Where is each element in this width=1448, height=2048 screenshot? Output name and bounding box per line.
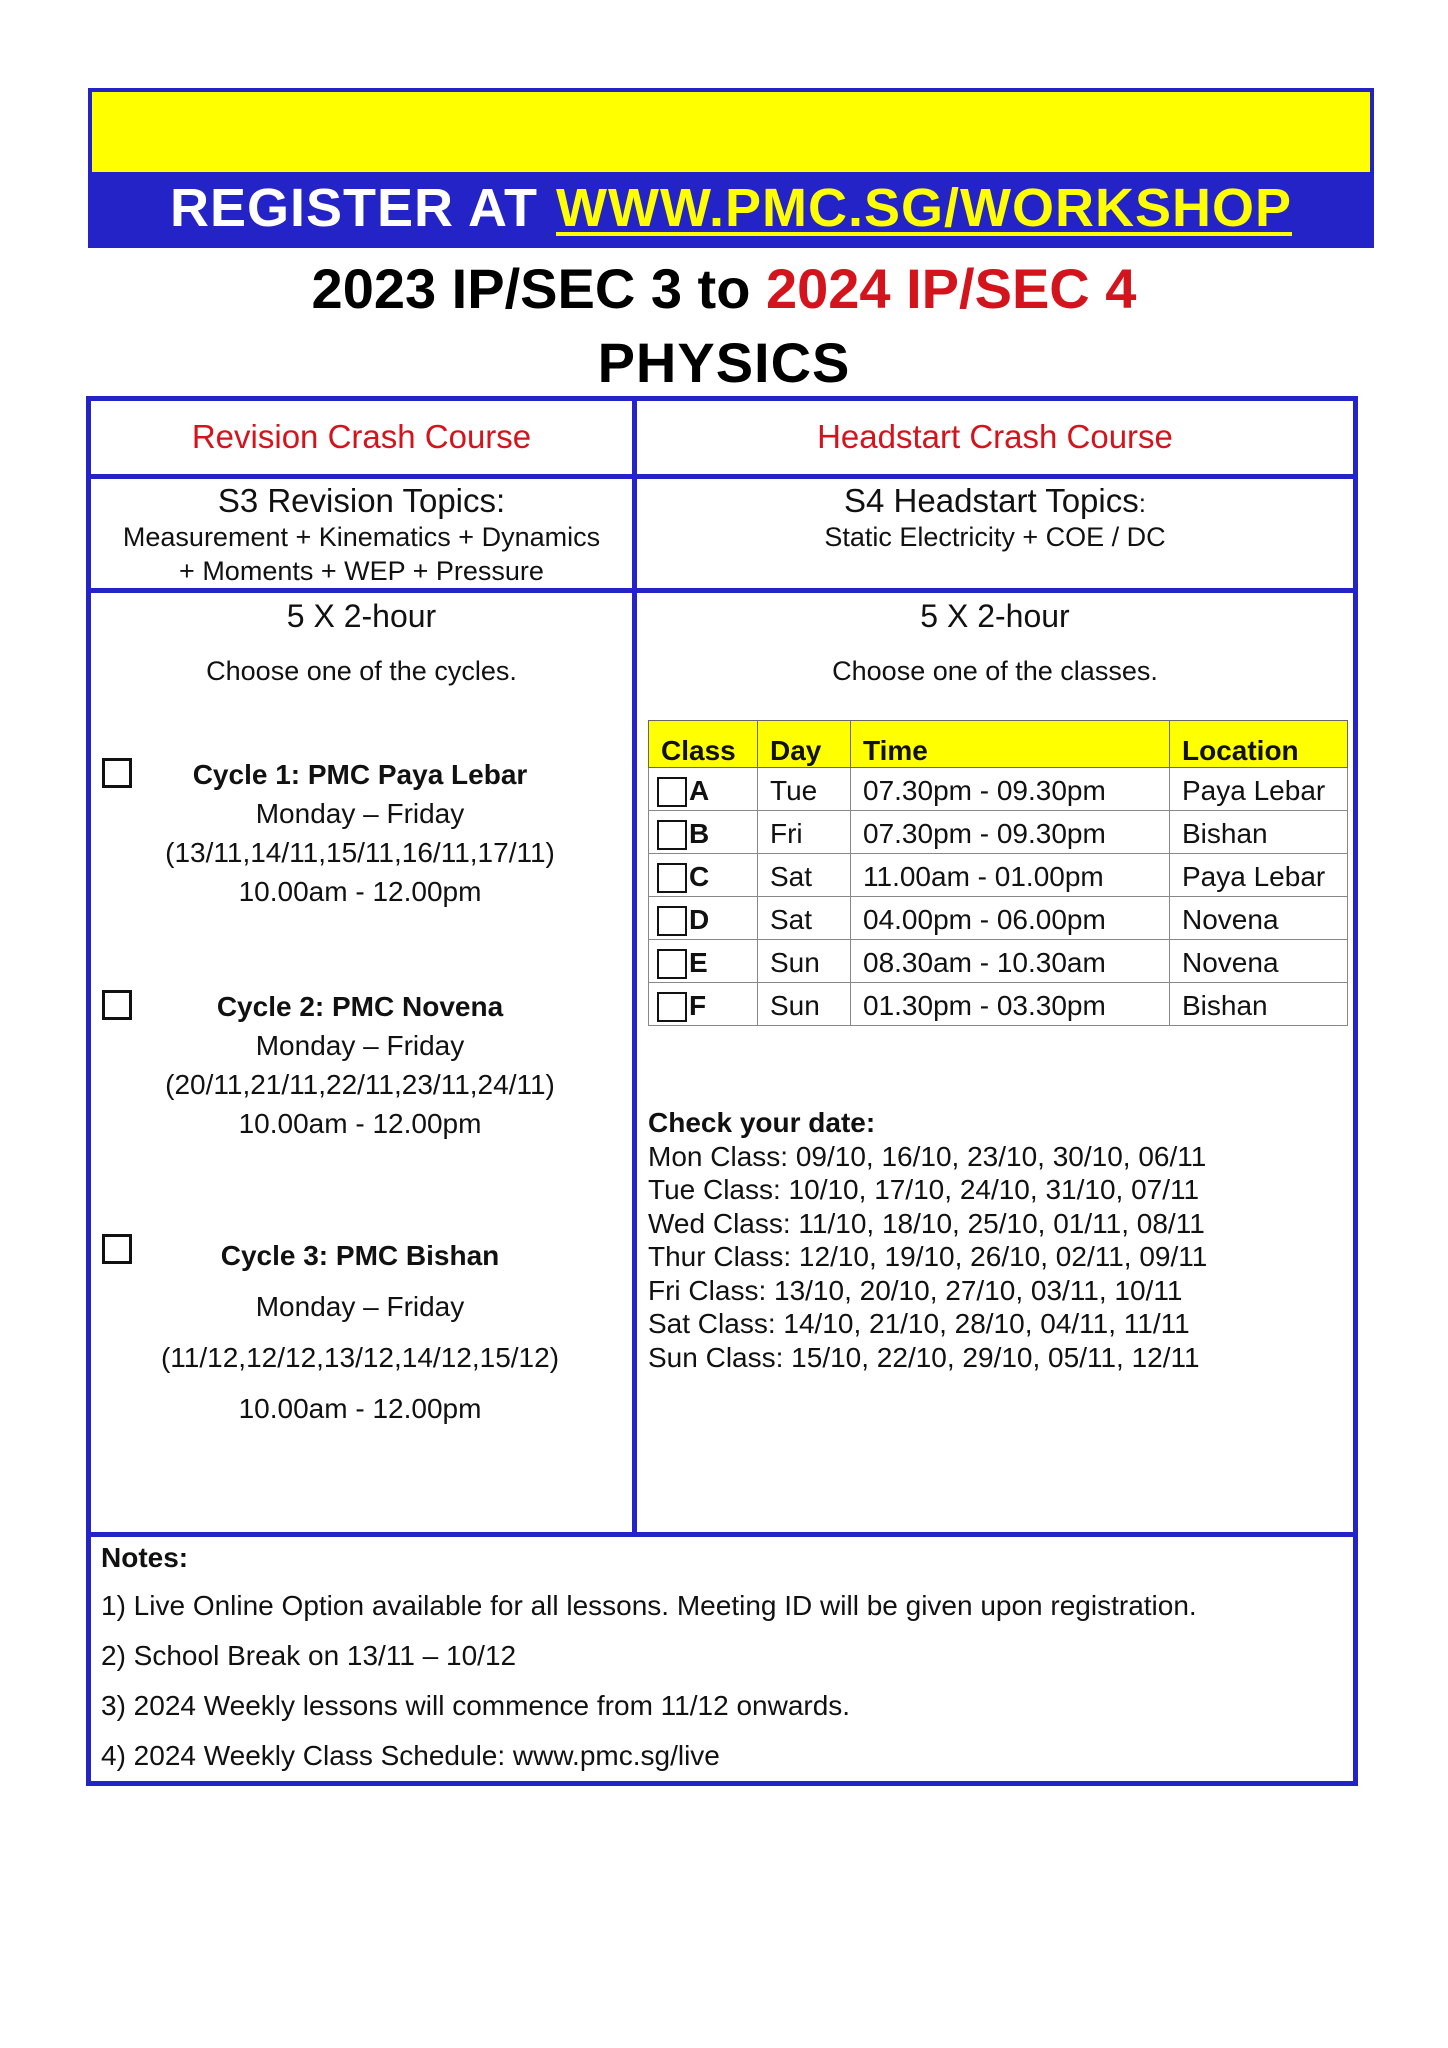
class-letter: D xyxy=(689,903,710,935)
row-divider-2 xyxy=(86,588,1358,593)
note-item-1: 1) Live Online Option available for all lessons. Meeting ID will be given upon registration. xyxy=(101,1590,1197,1621)
cycle-3 xyxy=(100,1230,620,1434)
cycle-3-name: Cycle 3: PMC Bishan xyxy=(220,1240,500,1271)
row-divider-3 xyxy=(86,1532,1358,1537)
column-divider xyxy=(632,396,637,1536)
register-url-link[interactable]: WWW.PMC.SG/WORKSHOP xyxy=(556,178,1292,238)
table-header-location: Location xyxy=(1170,721,1348,768)
class-cell xyxy=(649,768,758,811)
class-e-checkbox[interactable] xyxy=(657,949,687,979)
day-cell: Tue xyxy=(758,768,851,811)
class-cell xyxy=(649,811,758,854)
page-title xyxy=(0,256,1448,321)
check-date-heading: Check your date: xyxy=(648,1107,876,1138)
cycle-3-days: Monday – Friday xyxy=(255,1291,465,1322)
class-f-checkbox[interactable] xyxy=(657,992,687,1022)
class-cell xyxy=(649,983,758,1026)
class-letter: F xyxy=(689,989,707,1021)
banner-yellow-strip xyxy=(88,88,1374,172)
table-row xyxy=(649,897,1348,940)
table-header-time: Time xyxy=(851,721,1170,768)
headstart-topics-heading xyxy=(637,482,1353,520)
day-cell: Sat xyxy=(758,897,851,940)
class-b-checkbox[interactable] xyxy=(657,820,687,850)
class-c-checkbox[interactable] xyxy=(657,863,687,893)
table-row xyxy=(649,811,1348,854)
date-line-sat: Sat Class: 14/10, 21/10, 28/10, 04/11, 11/11 xyxy=(648,1308,1190,1339)
date-line-thur: Thur Class: 12/10, 19/10, 26/10, 02/11, 09/11 xyxy=(648,1241,1208,1272)
cycle-2-dates: (20/11,21/11,22/11,23/11,24/11) xyxy=(165,1069,555,1100)
cycle-1-name: Cycle 1: PMC Paya Lebar xyxy=(192,759,528,790)
day-cell: Fri xyxy=(758,811,851,854)
headstart-topics-colon: : xyxy=(1138,488,1146,518)
cycle-2 xyxy=(100,987,620,1143)
revision-topics xyxy=(91,482,632,588)
register-banner xyxy=(88,172,1374,248)
date-line-wed: Wed Class: 11/10, 18/10, 25/10, 01/11, 08/11 xyxy=(648,1207,1205,1239)
date-line-fri: Fri Class: 13/10, 20/10, 27/10, 03/11, 10/11 xyxy=(648,1274,1183,1306)
location-cell: Novena xyxy=(1170,940,1348,983)
register-label: REGISTER AT xyxy=(170,178,539,238)
table-header-class: Class xyxy=(649,721,758,768)
date-line-sun: Sun Class: 15/10, 22/10, 29/10, 05/11, 12/11 xyxy=(648,1341,1200,1373)
date-line-mon: Mon Class: 09/10, 16/10, 23/10, 30/10, 06/11 xyxy=(648,1140,1207,1172)
notes-section xyxy=(101,1542,1197,1788)
class-letter: B xyxy=(689,817,710,849)
check-date-section xyxy=(648,1106,1207,1374)
class-letter: E xyxy=(689,946,708,978)
revision-course-title: Revision Crash Course xyxy=(191,418,532,455)
class-cell xyxy=(649,940,758,983)
headstart-topics-line1: Static Electricity + COE / DC xyxy=(824,522,1166,552)
location-cell: Bishan xyxy=(1170,983,1348,1026)
time-cell: 01.30pm - 03.30pm xyxy=(851,983,1170,1026)
row-divider-1 xyxy=(86,474,1358,479)
cycle-2-time: 10.00am - 12.00pm xyxy=(238,1108,482,1139)
cycle-2-name: Cycle 2: PMC Novena xyxy=(216,991,504,1022)
class-cell xyxy=(649,854,758,897)
headstart-hours: 5 X 2-hour xyxy=(920,598,1070,634)
date-line-tue: Tue Class: 10/10, 17/10, 24/10, 31/10, 07/11 xyxy=(648,1174,1200,1205)
cycle-1-dates: (13/11,14/11,15/11,16/11,17/11) xyxy=(165,837,555,868)
classes-table xyxy=(648,720,1348,1026)
headstart-choose-text: Choose one of the classes. xyxy=(832,656,1158,686)
notes-heading: Notes: xyxy=(101,1542,189,1573)
table-header-row xyxy=(649,721,1348,768)
revision-choose-text: Choose one of the cycles. xyxy=(206,656,517,686)
location-cell: Paya Lebar xyxy=(1170,854,1348,897)
note-item-4: 4) 2024 Weekly Class Schedule: www.pmc.sg/live xyxy=(101,1740,720,1771)
headstart-topics-heading-text: S4 Headstart Topics xyxy=(844,482,1139,519)
cycle-1-days: Monday – Friday xyxy=(255,798,465,829)
subject-title: PHYSICS xyxy=(597,331,851,394)
revision-hours: 5 X 2-hour xyxy=(286,598,437,634)
table-header-day: Day xyxy=(758,721,851,768)
location-cell: Bishan xyxy=(1170,811,1348,854)
class-letter: A xyxy=(689,774,710,806)
time-cell: 07.30pm - 09.30pm xyxy=(851,811,1170,854)
time-cell: 08.30am - 10.30am xyxy=(851,940,1170,983)
table-row xyxy=(649,940,1348,983)
revision-topics-line2: + Moments + WEP + Pressure xyxy=(179,556,544,586)
class-letter: C xyxy=(689,860,710,892)
cycle-1-time: 10.00am - 12.00pm xyxy=(238,876,482,907)
table-row xyxy=(649,983,1348,1026)
time-cell: 07.30pm - 09.30pm xyxy=(851,768,1170,811)
location-cell: Paya Lebar xyxy=(1170,768,1348,811)
cycle-3-time: 10.00am - 12.00pm xyxy=(238,1393,482,1424)
table-row xyxy=(649,768,1348,811)
cycle-2-days: Monday – Friday xyxy=(255,1030,465,1061)
class-d-checkbox[interactable] xyxy=(657,906,687,936)
title-part1: 2023 IP/SEC 3 to xyxy=(311,257,766,320)
table-row xyxy=(649,854,1348,897)
time-cell: 11.00am - 01.00pm xyxy=(851,854,1170,897)
day-cell: Sat xyxy=(758,854,851,897)
time-cell: 04.00pm - 06.00pm xyxy=(851,897,1170,940)
headstart-topics xyxy=(637,482,1353,554)
class-a-checkbox[interactable] xyxy=(657,777,687,807)
note-item-2: 2) School Break on 13/11 – 10/12 xyxy=(101,1640,517,1671)
location-cell: Novena xyxy=(1170,897,1348,940)
revision-topics-heading: S3 Revision Topics: xyxy=(217,482,506,519)
revision-topics-line1: Measurement + Kinematics + Dynamics xyxy=(122,522,601,552)
title-part2: 2024 IP/SEC 4 xyxy=(765,257,1137,320)
cycle-3-dates: (11/12,12/12,13/12,14/12,15/12) xyxy=(160,1342,560,1373)
headstart-course-title: Headstart Crash Course xyxy=(817,418,1173,455)
day-cell: Sun xyxy=(758,940,851,983)
class-cell xyxy=(649,897,758,940)
cycle-1 xyxy=(100,755,620,911)
day-cell: Sun xyxy=(758,983,851,1026)
note-item-3: 3) 2024 Weekly lessons will commence from 11/12 onwards. xyxy=(101,1690,851,1721)
